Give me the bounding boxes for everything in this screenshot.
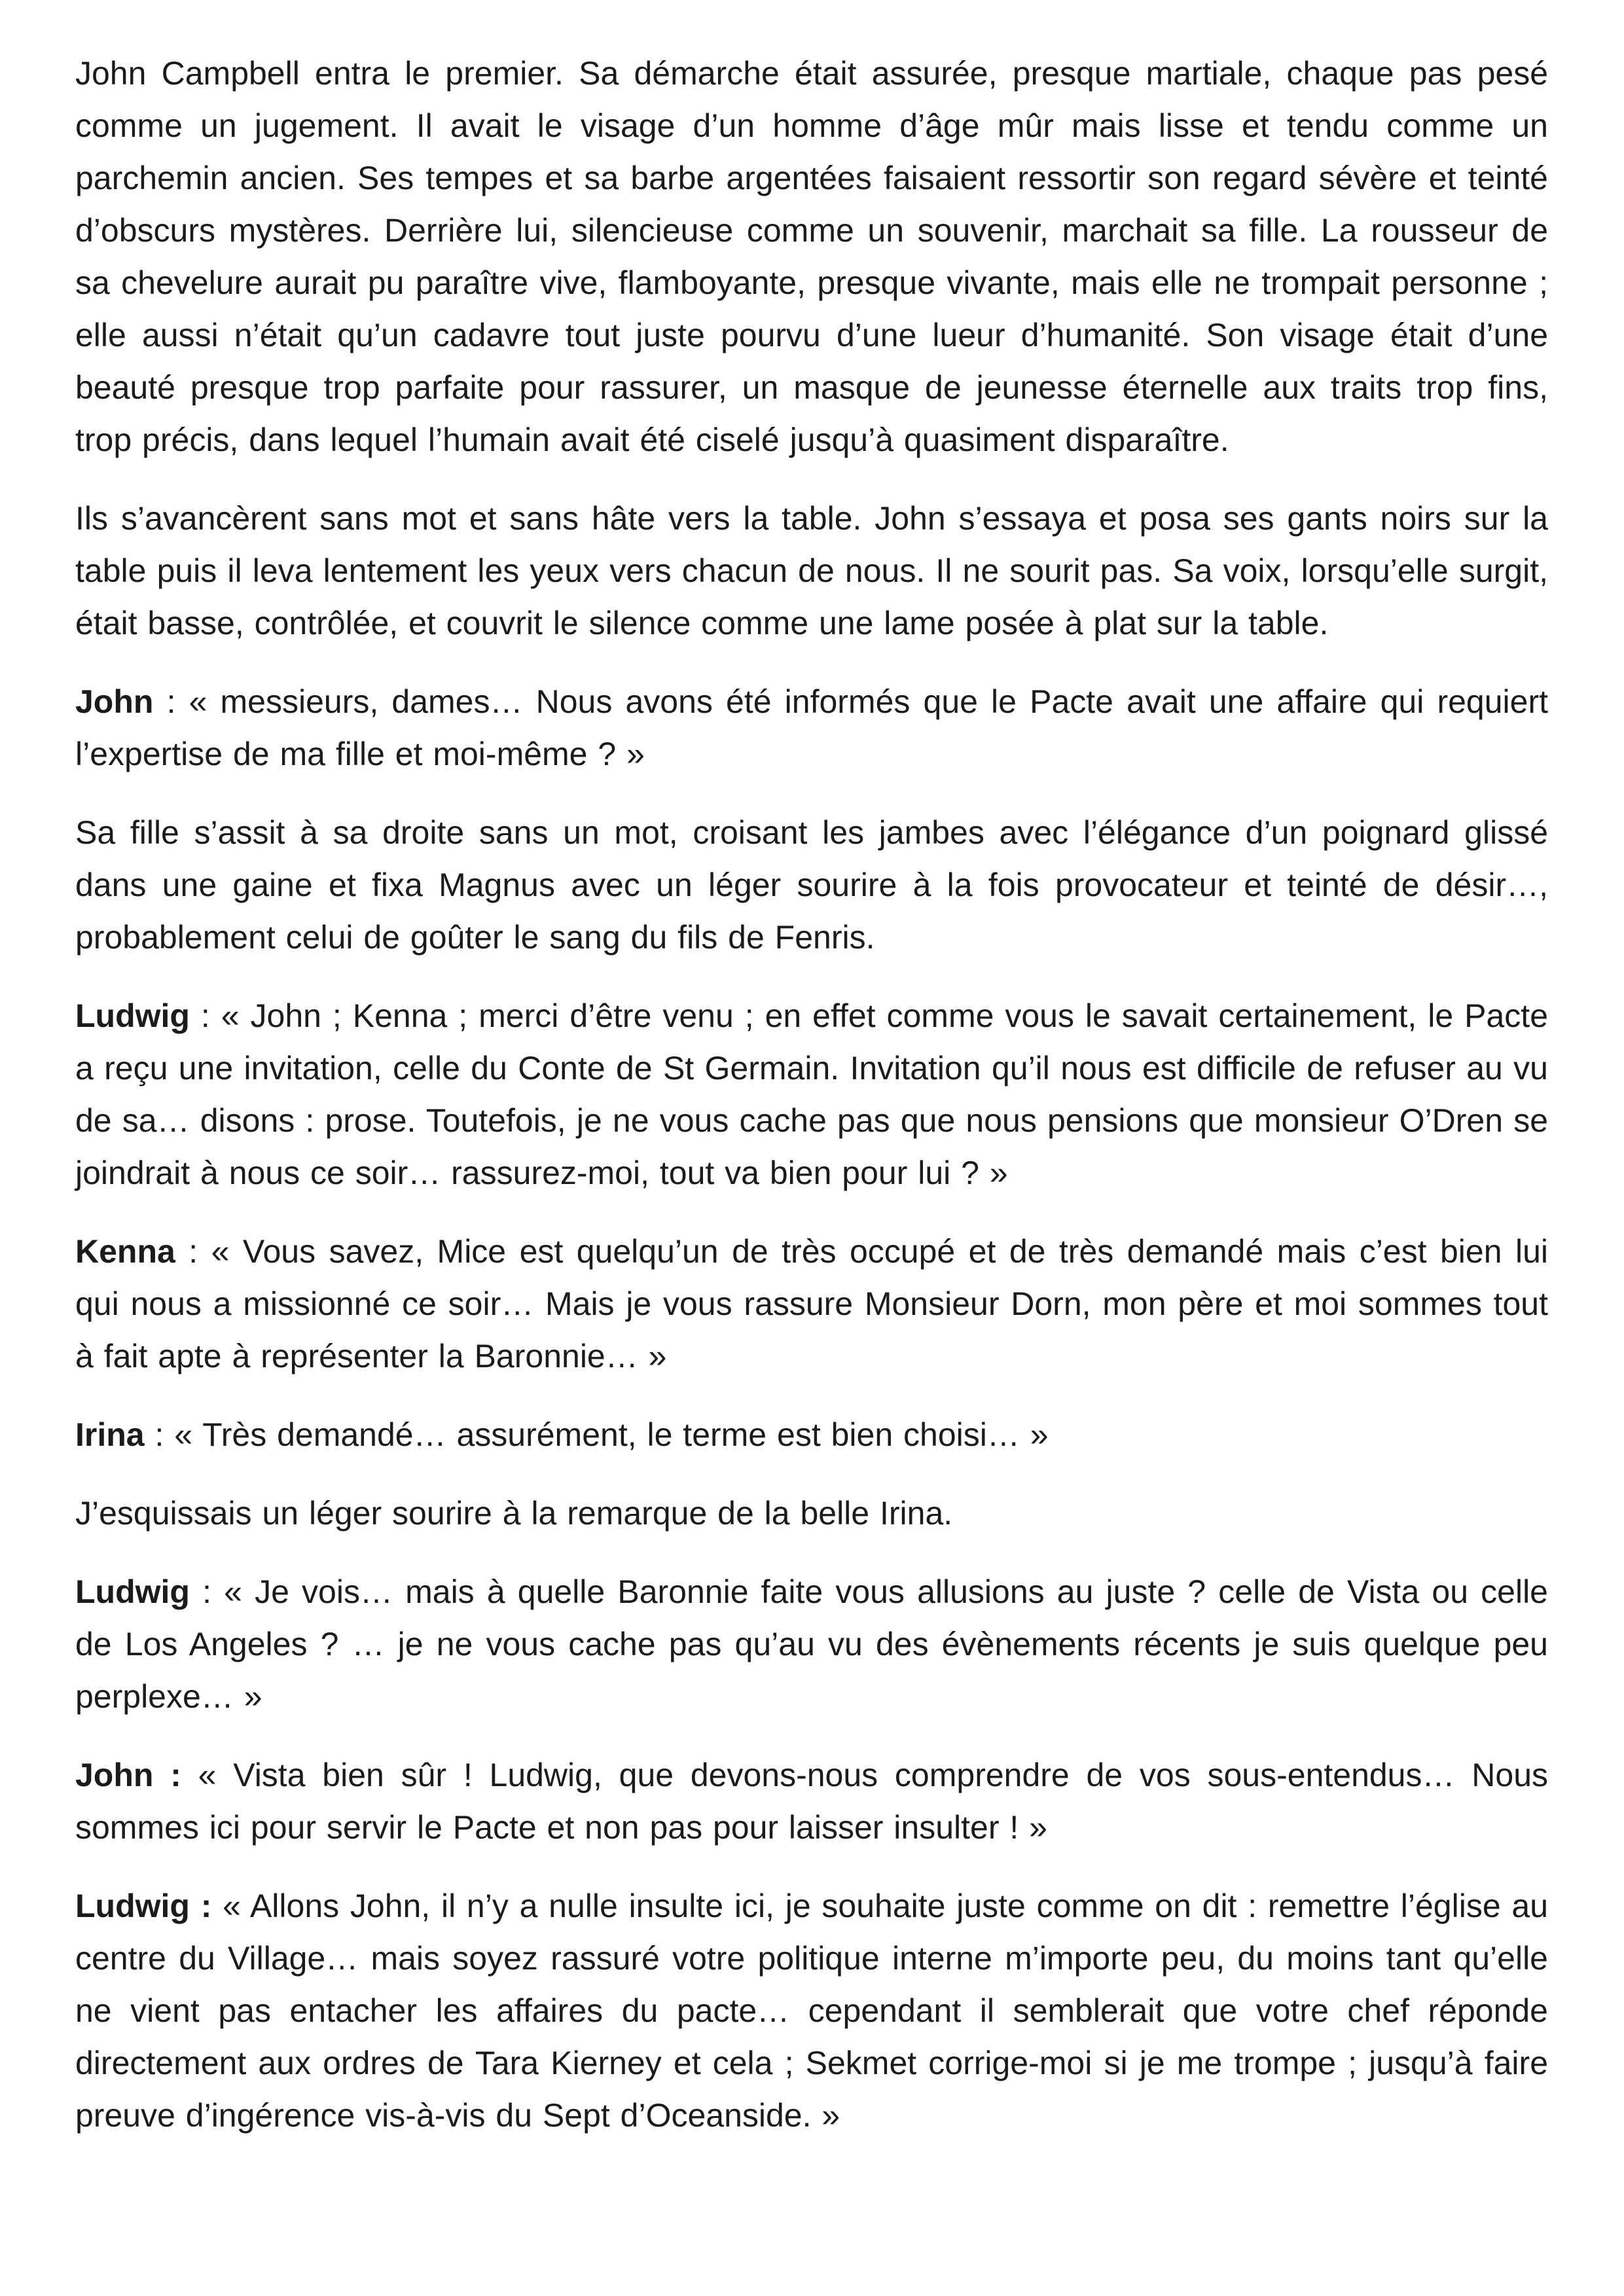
dialogue-text: : « Vous savez, Mice est quelqu’un de très occupé et de très demandé mais c’est bien lui qui nous a missionné ce soir… Mais je vous rassure Monsieur Dorn, mon père et moi sommes tout à fait apte à représenter la Baronnie… »: [75, 1233, 1548, 1374]
dialogue-paragraph: [75, 1408, 1548, 1461]
narration-paragraph: [75, 1487, 1548, 1539]
narration-text: Ils s’avancèrent sans mot et sans hâte vers la table. John s’essaya et posa ses gants noirs sur la table puis il leva lentement les yeux vers chacun de nous. Il ne sourit pas. Sa voix, lorsqu’elle surgit, était basse, contrôlée, et couvrit le silence comme une lame posée à plat sur la table.: [75, 500, 1548, 641]
dialogue-text: « Vista bien sûr ! Ludwig, que devons-nous comprendre de vos sous-entendus… Nous sommes ici pour servir le Pacte et non pas pour laisser insulter ! »: [75, 1757, 1548, 1846]
dialogue-paragraph: [75, 675, 1548, 780]
dialogue-text: : « Très demandé… assurément, le terme est bien choisi… »: [144, 1416, 1049, 1453]
dialogue-text: « Allons John, il n’y a nulle insulte ici, je souhaite juste comme on dit : remettre l’église au centre du Village… mais soyez rassuré votre politique interne m’importe peu, du moins tant qu’elle ne vient pas entacher les affaires du pacte… cependant il semblerait que votre chef réponde directement aux ordres de Tara Kierney et cela ; Sekmet corrige-moi si je me trompe ; jusqu’à faire preuve d’ingérence vis-à-vis du Sept d’Oceanside. »: [75, 1888, 1549, 2134]
narration-text: John Campbell entra le premier. Sa démarche était assurée, presque martiale, chaque pas pesé comme un jugement. Il avait le visage d’un homme d’âge mûr mais lisse et tendu comme un parchemin ancien. Ses tempes et sa barbe argentées faisaient ressortir son regard sévère et teinté d’obscurs mystères. Derrière lui, silencieuse comme un souvenir, marchait sa fille. La rousseur de sa chevelure aurait pu paraître vive, flamboyante, presque vivante, mais elle ne trompait personne ; elle aussi n’était qu’un cadavre tout juste pourvu d’une lueur d’humanité. Son visage était d’une beauté presque trop parfaite pour rassurer, un masque de jeunesse éternelle aux traits trop fins, trop précis, dans lequel l’humain avait été ciselé jusqu’à quasiment disparaître.: [75, 55, 1548, 458]
dialogue-text: : « Je vois… mais à quelle Baronnie faite vous allusions au juste ? celle de Vista ou celle de Los Angeles ? … je ne vous cache pas qu’au vu des évènements récents je suis quelque peu perplexe… »: [75, 1573, 1548, 1715]
speaker-name: Ludwig: [75, 997, 190, 1034]
dialogue-paragraph: [75, 1225, 1548, 1382]
dialogue-paragraph: [75, 1749, 1548, 1854]
speaker-name: John: [75, 683, 154, 720]
dialogue-text: : « messieurs, dames… Nous avons été informés que le Pacte avait une affaire qui requiert l’expertise de ma fille et moi-même ? »: [75, 683, 1548, 772]
narration-paragraph: [75, 492, 1548, 649]
narration-text: Sa fille s’assit à sa droite sans un mot, croisant les jambes avec l’élégance d’un poignard glissé dans une gaine et fixa Magnus avec un léger sourire à la fois provocateur et teinté de désir…, probablement celui de goûter le sang du fils de Fenris.: [75, 814, 1548, 956]
dialogue-paragraph: [75, 1880, 1548, 2142]
dialogue-paragraph: [75, 990, 1548, 1199]
speaker-name: Kenna: [75, 1233, 175, 1270]
speaker-name: Irina: [75, 1416, 145, 1453]
speaker-name: John :: [75, 1757, 181, 1793]
speaker-name: Ludwig: [75, 1573, 190, 1610]
narration-paragraph: [75, 47, 1548, 466]
dialogue-paragraph: [75, 1566, 1548, 1723]
dialogue-text: : « John ; Kenna ; merci d’être venu ; en effet comme vous le savait certainement, le Pacte a reçu une invitation, celle du Conte de St Germain. Invitation qu’il nous est difficile de refuser au vu de sa… disons : prose. Toutefois, je ne vous cache pas que nous pensions que monsieur O’Dren se joindrait à nous ce soir… rassurez-moi, tout va bien pour lui ? »: [75, 997, 1548, 1191]
narration-paragraph: [75, 806, 1548, 963]
narration-text: J’esquissais un léger sourire à la remarque de la belle Irina.: [75, 1495, 953, 1532]
speaker-name: Ludwig :: [75, 1888, 212, 1924]
